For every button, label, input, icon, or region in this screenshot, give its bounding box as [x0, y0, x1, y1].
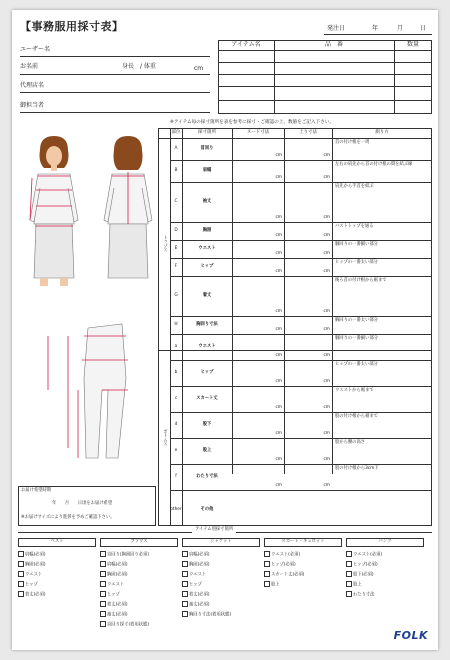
size-checkbox-item[interactable]	[18, 551, 46, 558]
checkbox[interactable]	[100, 621, 106, 627]
cm-unit: cm	[194, 65, 204, 72]
size-checkbox-item[interactable]	[182, 561, 210, 568]
checkbox[interactable]	[264, 561, 270, 567]
finished-unit: cm	[323, 268, 330, 274]
checkbox-label: 胸囲(必須)	[107, 572, 128, 578]
size-checkbox-item[interactable]	[346, 571, 374, 578]
finished-input[interactable]	[286, 242, 330, 256]
checkbox-label: 胸囲(必須)	[25, 562, 46, 568]
nude-input[interactable]	[234, 388, 280, 410]
checkbox-label: 袖丈(必須)	[107, 612, 128, 618]
checkbox[interactable]	[100, 561, 106, 567]
checkbox-label: 股上	[353, 582, 362, 588]
item-table	[218, 40, 432, 114]
row-method: ヒップの一番太い部分	[335, 362, 378, 367]
col-place: 採寸箇所	[198, 130, 216, 136]
person-name-label: お名前	[20, 63, 39, 70]
finished-unit: cm	[323, 152, 330, 158]
row-method: 後ろ首の付け根から裾まで	[335, 278, 387, 283]
size-checkbox-item[interactable]	[100, 621, 149, 628]
checkbox[interactable]	[100, 551, 106, 557]
checkbox-label: わたり寸法	[353, 592, 375, 598]
size-checkbox-item[interactable]	[264, 551, 300, 558]
checkbox[interactable]	[264, 551, 270, 557]
row-method: 股から腰の高さ	[335, 440, 366, 445]
nude-input[interactable]	[234, 336, 280, 358]
finished-input[interactable]	[286, 414, 330, 436]
checkbox[interactable]	[100, 571, 106, 577]
row-id: C	[174, 198, 178, 204]
finished-unit: cm	[323, 326, 330, 332]
row-method: ウエストから裾まで	[335, 388, 374, 393]
row-method: 胸回りの一番太い部分	[335, 318, 378, 323]
notice-text: ※アイテム毎の採寸箇所を表を参考に採寸・ご確認の上、数値をご記入下さい。	[170, 120, 334, 125]
size-checkbox-item[interactable]	[18, 561, 46, 568]
back-figure	[104, 136, 152, 278]
size-col-header: ジャケット	[182, 538, 260, 547]
size-checkbox-item[interactable]	[100, 601, 128, 608]
agency-label: 代理店名	[20, 82, 45, 89]
checkbox[interactable]	[346, 591, 352, 597]
row-id: D	[174, 227, 178, 233]
delivery-note: ※お届けサイズにより進捗を予めご確認下さい。	[21, 515, 115, 520]
row-method: 左右の肩先から首の付け根の間を結ぶ線	[335, 162, 413, 167]
size-checkbox-item[interactable]	[100, 581, 124, 588]
row-method: 股の付け根から裾まで	[335, 414, 378, 419]
checkbox[interactable]	[18, 561, 24, 567]
col-part: 部位	[171, 130, 181, 136]
row-id: f	[175, 473, 177, 479]
quantity-header: 数量	[406, 40, 419, 48]
finished-unit: cm	[323, 404, 330, 410]
size-checkbox-item[interactable]	[182, 551, 210, 558]
checkbox[interactable]	[100, 591, 106, 597]
checkbox-label: スカート丈(必須)	[271, 572, 305, 578]
checkbox-label: 肩幅(必須)	[107, 562, 128, 568]
size-checkbox-item[interactable]	[264, 581, 280, 588]
size-checkbox-item[interactable]	[100, 561, 128, 568]
checkbox-label: ヒップ	[107, 592, 120, 598]
nude-unit: cm	[275, 250, 282, 256]
other-input[interactable]	[182, 490, 432, 530]
checkbox[interactable]	[182, 601, 188, 607]
checkbox-label: ヒップ	[189, 582, 202, 588]
size-checkbox-item[interactable]	[346, 551, 382, 558]
checkbox[interactable]	[264, 581, 270, 587]
checkbox[interactable]	[18, 581, 24, 587]
col-method: 測り方	[375, 130, 389, 136]
finished-unit: cm	[323, 214, 330, 220]
bottoms-section-label: ボトムス	[162, 429, 168, 447]
checkbox-label: 首回り(胸囲回り必須)	[107, 552, 150, 558]
size-col-header: スカート・キュロット	[264, 538, 342, 547]
nude-unit: cm	[275, 268, 282, 274]
row-name: わたり寸法	[196, 473, 218, 479]
checkbox[interactable]	[346, 561, 352, 567]
row-id: other	[170, 506, 182, 512]
nude-input[interactable]	[234, 184, 280, 220]
checkbox-label: ウエスト(必須)	[353, 552, 383, 558]
finished-input[interactable]	[286, 318, 330, 332]
finished-unit: cm	[323, 378, 330, 384]
nude-unit: cm	[275, 152, 282, 158]
delivery-label: お届け希望時期	[21, 488, 52, 493]
size-checkbox-item[interactable]	[182, 571, 206, 578]
row-id: e	[174, 447, 178, 453]
nude-input[interactable]	[234, 362, 280, 384]
sheet-title: 【事務服用採寸表】	[20, 20, 124, 33]
size-checkbox-item[interactable]	[18, 571, 42, 578]
checkbox-label: 首回り採寸(着用状態)	[107, 622, 150, 628]
pants-figure	[48, 324, 128, 458]
size-checkbox-item[interactable]	[182, 591, 210, 598]
finished-unit: cm	[323, 174, 330, 180]
finished-input[interactable]	[286, 336, 330, 358]
checkbox[interactable]	[182, 561, 188, 567]
checkbox[interactable]	[346, 551, 352, 557]
size-checkbox-item[interactable]	[264, 571, 304, 578]
nude-unit: cm	[275, 430, 282, 436]
nude-unit: cm	[275, 232, 282, 238]
item-name-header: アイテム名	[231, 40, 261, 48]
checkbox[interactable]	[18, 551, 24, 557]
front-figure	[30, 136, 78, 286]
checkbox[interactable]	[100, 601, 106, 607]
row-method: 首の付け根を一周	[335, 140, 370, 145]
finished-input[interactable]	[286, 362, 330, 384]
size-checkbox-item[interactable]	[100, 571, 128, 578]
size-checkbox-item[interactable]	[18, 581, 38, 588]
row-method: バストトップを通る	[335, 224, 374, 229]
size-checkbox-item[interactable]	[100, 551, 149, 558]
checkbox[interactable]	[182, 551, 188, 557]
checkbox[interactable]	[18, 571, 24, 577]
row-id: H	[174, 321, 178, 327]
checkbox[interactable]	[346, 581, 352, 587]
checkbox-label: ヒップ(必須)	[353, 562, 378, 568]
nude-input[interactable]	[234, 440, 280, 462]
weight-label: / 体重	[140, 63, 156, 70]
measurement-sheet	[12, 10, 438, 650]
finished-unit: cm	[323, 250, 330, 256]
finished-input[interactable]	[286, 140, 330, 158]
size-checkbox-item[interactable]	[18, 591, 46, 598]
checkbox[interactable]	[100, 611, 106, 617]
nude-input[interactable]	[234, 140, 280, 158]
checkbox[interactable]	[182, 591, 188, 597]
row-name: ヒップ	[200, 263, 214, 269]
checkbox[interactable]	[182, 571, 188, 577]
item-number-header: 品 番	[324, 40, 343, 48]
row-name: 股下	[202, 421, 212, 427]
size-checkbox-item[interactable]	[346, 581, 362, 588]
row-name: 股上	[202, 447, 212, 453]
row-name: ウエスト	[198, 245, 216, 251]
size-checkbox-item[interactable]	[264, 561, 296, 568]
staff-label: 御担当者	[20, 102, 45, 109]
row-method: 股の付け根から3cm下	[335, 466, 379, 471]
row-name: ヒップ	[200, 369, 214, 375]
nude-input[interactable]	[234, 224, 280, 238]
row-id: G	[174, 292, 178, 298]
size-checkbox-item[interactable]	[182, 611, 231, 618]
finished-input[interactable]	[286, 466, 330, 488]
size-checkbox-item[interactable]	[100, 591, 120, 598]
checkbox[interactable]	[100, 581, 106, 587]
nude-input[interactable]	[234, 318, 280, 332]
col-finished: 上り寸法	[299, 130, 317, 136]
checkbox-label: ヒップ(必須)	[271, 562, 296, 568]
row-method: 肩先から手首を結ぶ	[335, 184, 374, 189]
finished-unit: cm	[323, 352, 330, 358]
tops-section-label: トップス	[162, 235, 168, 253]
day-label: 日	[420, 25, 427, 32]
finished-unit: cm	[323, 232, 330, 238]
nude-unit: cm	[275, 378, 282, 384]
checkbox-label: ウエスト	[25, 572, 43, 578]
row-id: b	[174, 369, 178, 375]
row-id: E	[174, 245, 178, 251]
row-name: 着丈	[202, 292, 212, 298]
order-date-label: 発注日	[327, 25, 346, 32]
row-name: 胸回り寸法	[196, 321, 218, 327]
finished-unit: cm	[323, 308, 330, 314]
checkbox-label: ウエスト(必須)	[271, 552, 301, 558]
row-id: c	[174, 395, 178, 401]
checkbox-label: 着丈(必須)	[25, 592, 46, 598]
row-name: 首回り	[200, 145, 214, 151]
finished-input[interactable]	[286, 440, 330, 462]
height-label: 身長	[122, 63, 135, 70]
row-id: B	[174, 167, 178, 173]
checkbox-label: 胸囲(必須)	[189, 562, 210, 568]
checkbox-label: ヒップ	[25, 582, 38, 588]
row-method: 胴回りの一番細い部分	[335, 242, 378, 247]
checkbox[interactable]	[182, 611, 188, 617]
row-id: A	[174, 145, 178, 151]
nude-unit: cm	[275, 404, 282, 410]
checkbox-label: 股上	[271, 582, 280, 588]
checkbox[interactable]	[182, 581, 188, 587]
row-name: 胸囲	[202, 227, 212, 233]
finished-input[interactable]	[286, 184, 330, 220]
folk-logo: FOLK	[393, 629, 428, 642]
nude-unit: cm	[275, 352, 282, 358]
finished-input[interactable]	[286, 224, 330, 238]
nude-input[interactable]	[234, 162, 280, 180]
size-table-title: アイテム別採寸箇所	[192, 528, 236, 533]
size-col-header: ブラウス	[100, 538, 178, 547]
size-checkbox-item[interactable]	[182, 601, 210, 608]
size-checkbox-item[interactable]	[182, 581, 202, 588]
finished-unit: cm	[323, 482, 330, 488]
checkbox-label: ウエスト	[189, 572, 207, 578]
nude-input[interactable]	[234, 414, 280, 436]
nude-input[interactable]	[234, 242, 280, 256]
user-name-label: ユーザー名	[20, 46, 51, 53]
checkbox-label: 股下(必須)	[353, 572, 374, 578]
row-name: 袖丈	[202, 198, 212, 204]
size-col-header: ベスト	[18, 538, 96, 547]
nude-unit: cm	[275, 456, 282, 462]
nude-unit: cm	[275, 308, 282, 314]
row-id: F	[174, 263, 178, 269]
checkbox-label: 胸回り寸法(着用状態)	[189, 612, 232, 618]
col-nude: ヌード寸法	[246, 130, 270, 136]
nude-unit: cm	[275, 174, 282, 180]
row-name: 肩幅	[202, 167, 212, 173]
finished-input[interactable]	[286, 388, 330, 410]
year-label: 年	[372, 25, 379, 32]
size-checkbox-item[interactable]	[100, 611, 128, 618]
row-id: a	[174, 343, 178, 349]
nude-input[interactable]	[234, 466, 280, 488]
finished-unit: cm	[323, 456, 330, 462]
row-id: d	[174, 421, 178, 427]
body-illustration	[18, 128, 170, 488]
row-name: ウエスト	[198, 343, 216, 349]
finished-input[interactable]	[286, 260, 330, 274]
nude-unit: cm	[275, 326, 282, 332]
checkbox-label: 袖丈(必須)	[189, 602, 210, 608]
checkbox-label: 肩幅(必須)	[25, 552, 46, 558]
nude-input[interactable]	[234, 278, 280, 314]
row-name: スカート丈	[196, 395, 218, 401]
checkbox[interactable]	[18, 591, 24, 597]
finished-unit: cm	[323, 430, 330, 436]
size-checkbox-item[interactable]	[346, 591, 374, 598]
nude-input[interactable]	[234, 260, 280, 274]
finished-input[interactable]	[286, 162, 330, 180]
checkbox-label: 着丈(必須)	[189, 592, 210, 598]
delivery-text: 年 月 日頃をお届け希望	[52, 501, 113, 506]
size-col-header: パンツ	[346, 538, 424, 547]
nude-unit: cm	[275, 214, 282, 220]
checkbox[interactable]	[264, 571, 270, 577]
finished-input[interactable]	[286, 278, 330, 314]
row-method: ヒップの一番太い部分	[335, 260, 378, 265]
checkbox-label: ウエスト	[107, 582, 125, 588]
row-name: その他	[200, 506, 214, 512]
row-method: 胴回りの一番細い部分	[335, 336, 378, 341]
nude-unit: cm	[275, 482, 282, 488]
month-label: 月	[397, 25, 404, 32]
size-checkbox-item[interactable]	[346, 561, 378, 568]
checkbox-label: 肩幅(必須)	[189, 552, 210, 558]
checkbox-label: 着丈(必須)	[107, 602, 128, 608]
checkbox[interactable]	[346, 571, 352, 577]
